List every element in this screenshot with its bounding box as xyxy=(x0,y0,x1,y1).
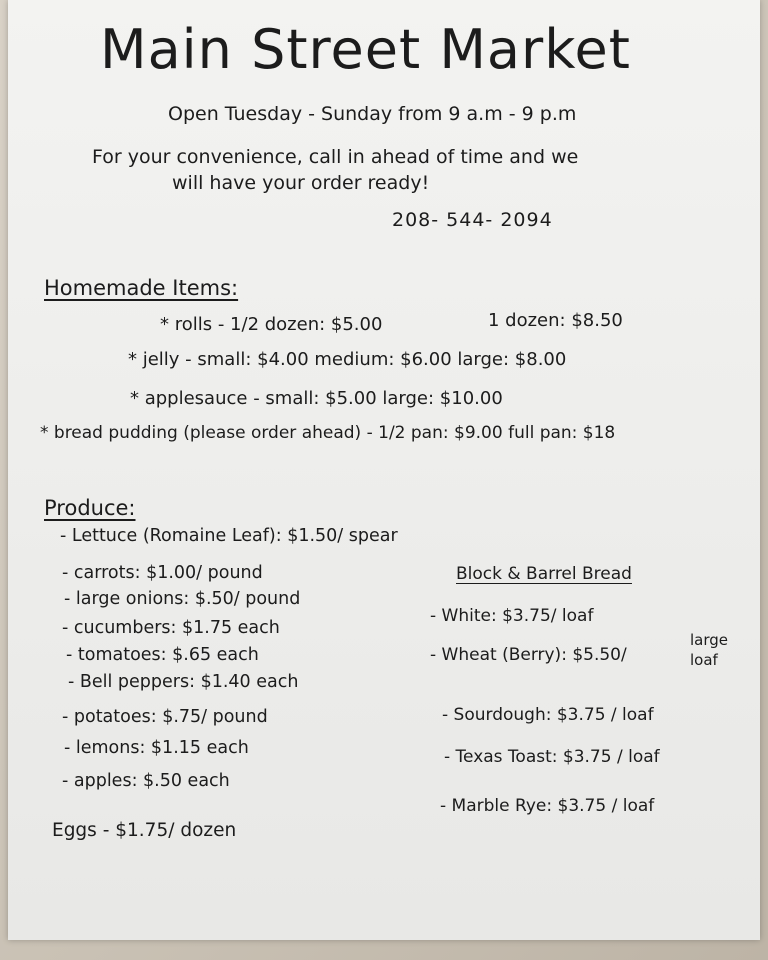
bread-item: - White: $3.75/ loaf xyxy=(430,606,594,626)
produce-item: - tomatoes: $.65 each xyxy=(66,645,259,665)
produce-item: - Lettuce (Romaine Leaf): $1.50/ spear xyxy=(60,526,398,546)
homemade-rolls-dozen: 1 dozen: $8.50 xyxy=(488,310,623,331)
phone-number: 208- 544- 2094 xyxy=(392,209,553,231)
bread-wheat-size: large loaf xyxy=(690,631,729,669)
produce-item: - potatoes: $.75/ pound xyxy=(62,707,268,727)
bread-item: - Sourdough: $3.75 / loaf xyxy=(442,705,654,725)
convenience-text-line2: will have your order ready! xyxy=(172,172,430,194)
produce-item: - apples: $.50 each xyxy=(62,771,230,791)
homemade-jelly: * jelly - small: $4.00 medium: $6.00 large: $8.00 xyxy=(128,349,567,370)
homemade-applesauce: * applesauce - small: $5.00 large: $10.00 xyxy=(130,388,503,409)
produce-heading: Produce: xyxy=(44,496,136,520)
bread-item: - Marble Rye: $3.75 / loaf xyxy=(440,796,655,816)
produce-item: - lemons: $1.15 each xyxy=(64,738,249,758)
produce-item: - carrots: $1.00/ pound xyxy=(62,563,263,583)
eggs-price: Eggs - $1.75/ dozen xyxy=(52,820,237,841)
hours-text: Open Tuesday - Sunday from 9 a.m - 9 p.m xyxy=(168,103,577,125)
produce-item: - large onions: $.50/ pound xyxy=(64,589,301,609)
page-title: Main Street Market xyxy=(100,18,631,81)
bread-item: - Texas Toast: $3.75 / loaf xyxy=(444,747,660,767)
bread-heading: Block & Barrel Bread xyxy=(456,564,632,584)
bread-item: - Wheat (Berry): $5.50/ xyxy=(430,645,627,665)
produce-item: - cucumbers: $1.75 each xyxy=(62,618,280,638)
homemade-bread-pudding: * bread pudding (please order ahead) - 1/2 pan: $9.00 full pan: $18 xyxy=(40,423,616,443)
produce-item: - Bell peppers: $1.40 each xyxy=(68,672,299,692)
homemade-rolls-half: * rolls - 1/2 dozen: $5.00 xyxy=(160,314,383,335)
homemade-heading: Homemade Items: xyxy=(44,276,239,300)
convenience-text-line1: For your convenience, call in ahead of time and we xyxy=(92,146,579,168)
